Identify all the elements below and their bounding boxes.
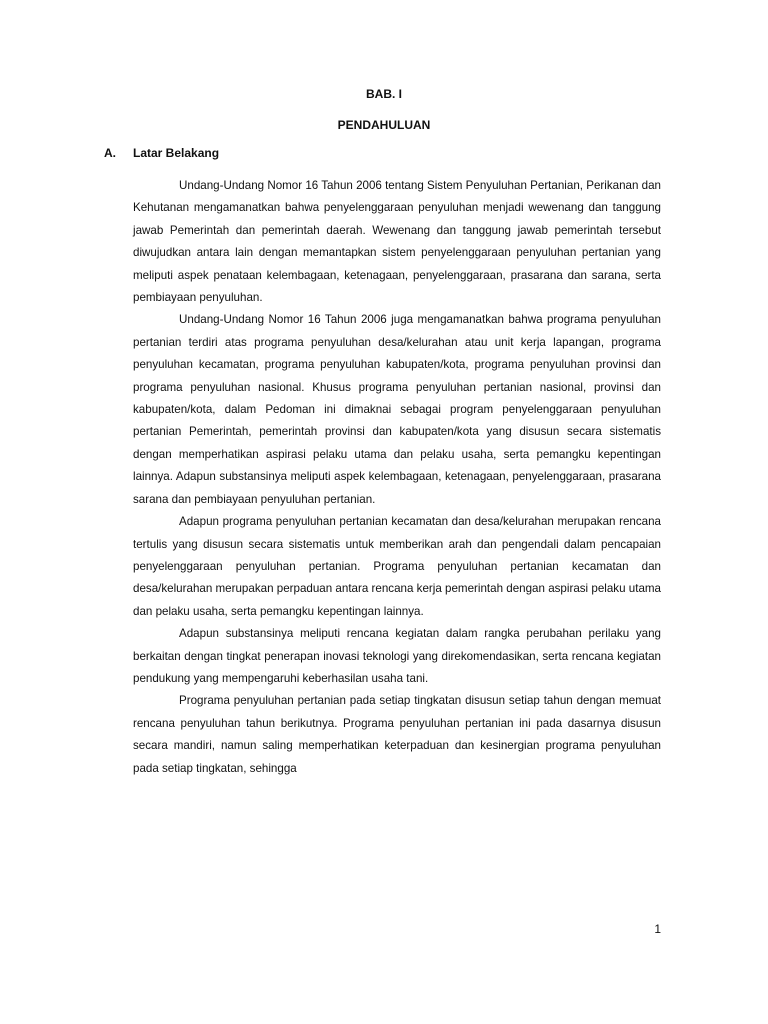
section-letter: A. [104,146,116,160]
page-title: PENDAHULUAN [337,118,431,132]
paragraph: Programa penyuluhan pertanian pada setiap tingkatan disusun setiap tahun dengan memuat rencana penyuluhan tahun berikutnya. Programa penyuluhan pertanian ini pada dasarnya disusun secara mandiri, namun saling memperhatikan keterpaduan dan kesinergian programa penyuluhan pada setiap tingkatan, sehingga [133,694,661,775]
paragraph: Adapun substansinya meliputi rencana kegiatan dalam rangka perubahan perilaku yang berkaitan dengan tingkat penerapan inovasi teknologi yang direkomendasikan, serta rencana kegiatan pendukung yang mempengaruhi keberhasilan usaha tani. [133,627,661,685]
section-heading [104,145,219,161]
paragraph: Undang-Undang Nomor 16 Tahun 2006 juga mengamanatkan bahwa programa penyuluhan pertanian terdiri atas programa penyuluhan desa/kelurahan atau unit kerja lapangan, programa penyuluhan kecamatan, programa penyuluhan kabupaten/kota, programa penyuluhan provinsi dan programa penyuluhan nasional. Khusus programa penyuluhan pertanian nasional, provinsi dan kabupaten/kota, dalam Pedoman ini dimaknai sebagai program penyelenggaraan penyuluhan pertanian Pemerintah, pemerintah provinsi dan kabupaten/kota yang disusun secara sistematis dengan memperhatikan aspirasi pelaku utama dan pelaku usaha, serta pemangku kepentingan lainnya. Adapun substansinya meliputi aspek kelembagaan, ketenagaan, penyelenggaraan, prasarana sarana dan pembiayaan penyuluhan pertanian. [133,313,661,506]
document-body [133,175,661,780]
page-number: 1 [654,922,661,936]
section-title: Latar Belakang [133,146,220,160]
paragraph: Undang-Undang Nomor 16 Tahun 2006 tentang Sistem Penyuluhan Pertanian, Perikanan dan Kehutanan mengamanatkan bahwa penyelenggaraan penyuluhan menjadi wewenang dan tanggung jawab Pemerintah dan pemerintah daerah. Wewenang dan tanggung jawab pemerintah tersebut diwujudkan antara lain dengan memantapkan sistem penyelenggaraan penyuluhan pertanian yang meliputi aspek penataan kelembagaan, ketenagaan, penyelenggaraan, prasarana dan sarana, serta pembiayaan penyuluhan. [133,179,661,305]
chapter-heading: BAB. I [366,87,402,101]
paragraph: Adapun programa penyuluhan pertanian kecamatan dan desa/kelurahan merupakan rencana tertulis yang disusun secara sistematis untuk memberikan arah dan pengendali dalam pencapaian penyelenggaraan penyuluhan pertanian. Programa penyuluhan pertanian kecamatan dan desa/kelurahan merupakan perpaduan antara rencana kerja pemerintah dengan aspirasi pelaku utama dan pelaku usaha, serta pemangku kepentingan lainnya. [133,515,661,618]
